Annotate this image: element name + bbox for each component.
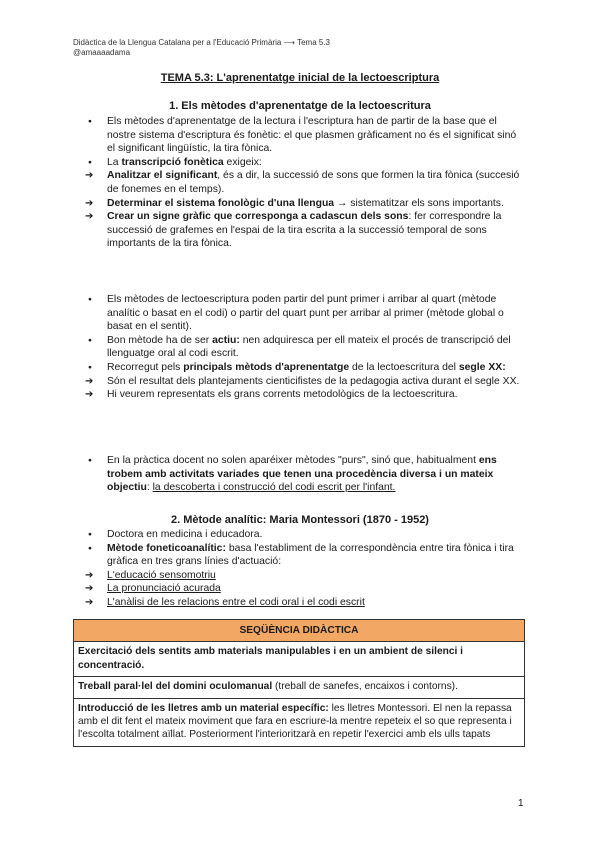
list-item: ➔ La pronunciació acurada: [85, 582, 525, 596]
page-header: [73, 38, 330, 58]
list-item: ➔ Hi veurem representats els grans corrents metodològics de la lectoescritura.: [85, 388, 525, 402]
header-course: Didàctica de la Llengua Catalana per a l'Educació Primària ⟶ Tema 5.3: [73, 38, 330, 47]
list-item: ➔ Determinar el sistema fonològic d'una llengua → sistematitzar els sons importants.: [85, 197, 525, 211]
table-row: Introducció de les lletres amb un material específic: les lletres Montessori. El nen la repassa amb el dit fent el mateix moviment que fara en escriure-la mentre repeteix el so que representa i l'escolta totalment aïllat. Posteriorment l'interioritzarà en repetir l'exercici amb els ulls tapats: [74, 698, 525, 746]
document-title: TEMA 5.3: L'aprenentatge inicial de la lectoescriptura: [160, 72, 440, 84]
list-item: ➔ L'educació sensomotriu: [85, 569, 525, 583]
list-item: ● Doctora en medicina i educadora.: [85, 528, 525, 542]
list-item: ➔ Analitzar el significant, és a dir, la successió de sons que formen la tira fònica (succesió de fonemes en el temps).: [85, 169, 525, 196]
header-author: @amaaaadama: [73, 48, 131, 57]
table-header: SEQÜÈNCIA DIDÀCTICA: [74, 620, 525, 642]
page-number: 1: [518, 798, 524, 809]
list-item: ● Els mètodes d'aprenentatge de la lectura i l'escriptura han de partir de la base que el nostre sistema d'escriptura és fonètic: el que plasmen gràficament no és el significat sinó el significant lingüístic, la tira fònica.: [85, 115, 525, 156]
section-2-list: [85, 528, 525, 610]
list-item: ● Recorregut pels principals mètods d'aprenentatge de la lectoescritura del segle XX:: [85, 361, 525, 375]
section-2-heading: 2. Mètode analític: Maria Montessori (1870 - 1952): [171, 514, 429, 526]
section-1-list-3: [85, 454, 525, 495]
list-item: ● En la pràctica docent no solen aparéixer mètodes "purs", sinó que, habitualment ens trobem amb activitats variades que tenen una procedència diversa i un mateix objectiu: la descoberta i construcció del codi escrit per l'infant.: [85, 454, 525, 495]
list-item: ● Els mètodes de lectoescriptura poden partir del punt primer i arribar al quart (mètode analític o basat en el codi) o partir del quart punt per arribar al primer (mètode global o basat en el sentit).: [85, 293, 525, 334]
list-item: ➔ Són el resultat dels plantejaments cienticifistes de la pedagogia activa durant el segle XX.: [85, 375, 525, 389]
didactic-sequence-table: [73, 619, 525, 747]
table-row: Exercitació dels sentits amb materials manipulables i en un ambient de silenci i concentració.: [74, 642, 525, 677]
list-item: ● La transcripció fonètica exigeix:: [85, 156, 525, 170]
section-1-list: [85, 115, 525, 251]
section-1-heading: 1. Els mètodes d'aprenentatge de la lectoescritura: [169, 100, 431, 112]
section-1-list-2: [85, 293, 525, 402]
list-item: ➔ Crear un signe gràfic que corresponga a cadascun dels sons: fer correspondre la successió de grafemes en l'espai de la tira escrita a la successió temporal de sons importants de la tira fònica.: [85, 210, 525, 251]
list-item: ● Mètode foneticoanalític: basa l'establiment de la correspondència entre tira fònica i tira gràfica en tres grans línies d'actuació:: [85, 542, 525, 569]
table-row: Treball paral·lel del domini oculomanual (treball de sanefes, encaixos i contorns).: [74, 677, 525, 698]
list-item: ➔ L'anàlisi de les relacions entre el codi oral i el codi escrit: [85, 596, 525, 610]
list-item: ● Bon mètode ha de ser actiu: nen adquiresca per ell mateix el procés de transcripció del llenguatge oral al codi escrit.: [85, 334, 525, 361]
